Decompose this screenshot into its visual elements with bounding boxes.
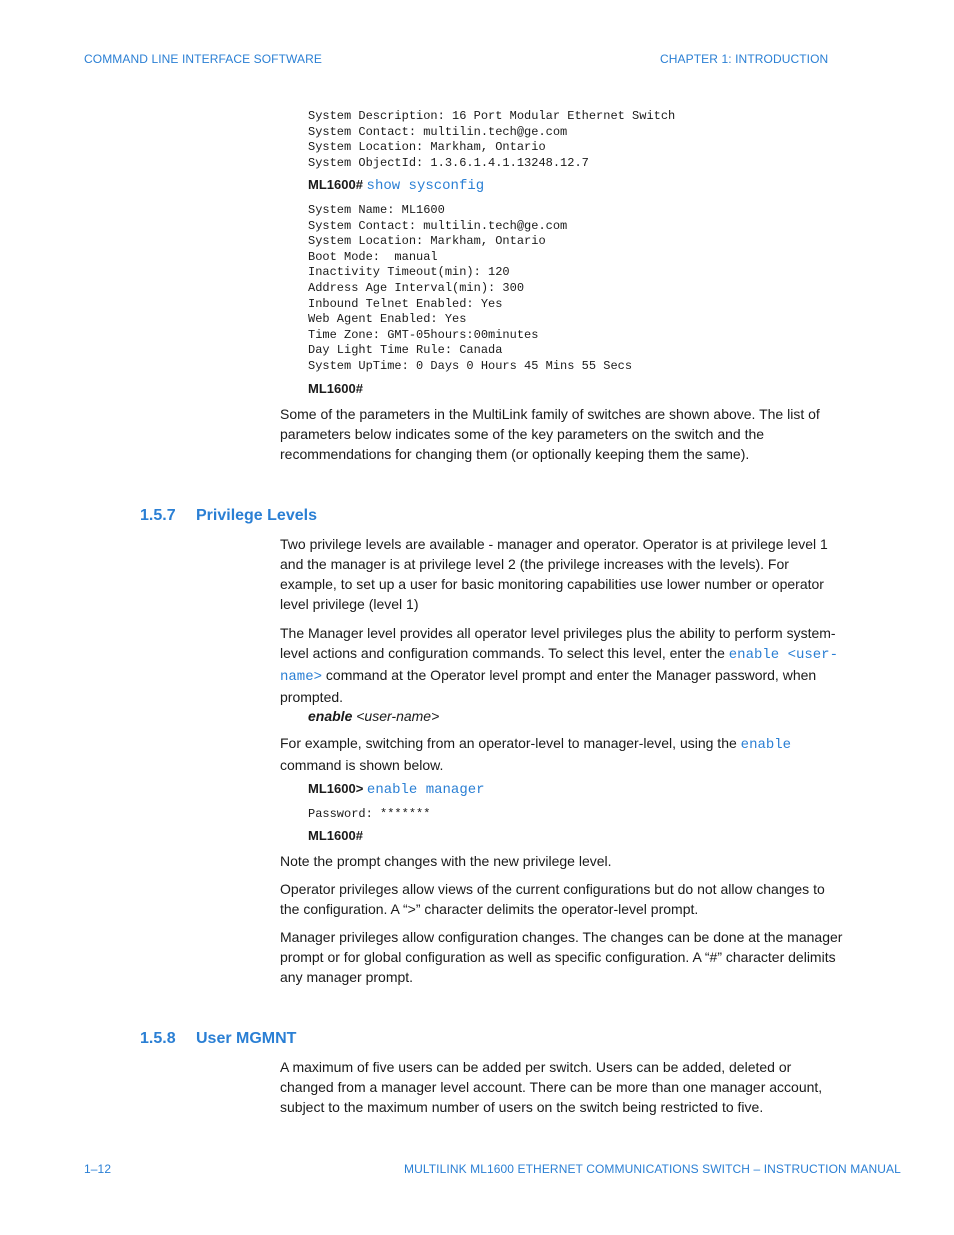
paragraph-prompt-change: Note the prompt changes with the new privilege level. [280, 853, 612, 869]
paragraph-manager-level [280, 623, 845, 707]
code-line: System Location: Markham, Ontario [308, 140, 546, 155]
text-run: The Manager level provides all operator level privileges plus the ability to perform system-level actions and configuration commands. To select this level, enter the [280, 625, 836, 661]
paragraph-parameters-intro: Some of the parameters in the MultiLink family of switches are shown above. The list of parameters below indicates some of the key parameters on the switch and the recommendations for changing them (or optionally keeping them the same). [280, 406, 820, 462]
code-line: Address Age Interval(min): 300 [308, 280, 525, 295]
paragraph-manager-privileges: Manager privileges allow configuration changes. The changes can be done at the manager prompt or for global configuration as well as specific configuration. A “#” character delimits any manager prompt. [280, 929, 843, 985]
code-line: System Contact: multilin.tech@ge.com [308, 218, 568, 233]
inline-code-enable-username: enable <user-name> [280, 647, 838, 685]
text-run: command is shown below. [280, 757, 444, 773]
code-line: System ObjectId: 1.3.6.1.4.1.13248.12.7 [308, 155, 589, 170]
section-title: Privilege Levels [196, 507, 317, 524]
command-text: show sysconfig [366, 178, 485, 194]
syntax-argument: <user-name> [352, 708, 440, 724]
code-line: Inbound Telnet Enabled: Yes [308, 296, 503, 311]
prompt-text: ML1600# [308, 177, 363, 192]
code-line: System Name: ML1600 [308, 203, 445, 217]
section-number: 1.5.8 [140, 1030, 176, 1047]
code-block-system-info [308, 109, 675, 171]
page-number: 1–12 [84, 1162, 112, 1176]
code-line: Boot Mode: manual [308, 249, 438, 264]
paragraph-privilege-levels: Two privilege levels are available - manager and operator. Operator is at privilege level 1 and the manager is at privilege level 2 (the privilege increases with the levels). For example, to set up a user for basic monitoring capabilities use lower number or operator level privilege (level 1) [280, 536, 828, 612]
prompt-text: ML1600> [308, 781, 364, 796]
inline-code-enable: enable [740, 737, 792, 753]
section-heading-privilege-levels [140, 507, 317, 525]
code-line: Time Zone: GMT-05hours:00minutes [308, 327, 539, 342]
code-line: Web Agent Enabled: Yes [308, 312, 467, 327]
command-text: enable manager [366, 782, 485, 798]
code-line: System Contact: multilin.tech@ge.com [308, 124, 568, 139]
cli-prompt: ML1600# [308, 828, 363, 843]
code-block-sysconfig [308, 203, 632, 375]
cli-prompt-enable-manager [308, 781, 485, 798]
section-title: User MGMNT [196, 1030, 297, 1047]
code-line: Inactivity Timeout(min): 120 [308, 265, 510, 280]
paragraph-switch-example [280, 733, 845, 775]
syntax-keyword: enable [308, 708, 353, 724]
running-header-right: CHAPTER 1: INTRODUCTION [660, 52, 829, 66]
code-line: Day Light Time Rule: Canada [308, 343, 503, 358]
section-heading-user-mgmnt [140, 1030, 296, 1048]
code-line: System Description: 16 Port Modular Ethernet Switch [308, 109, 676, 123]
command-syntax [308, 708, 439, 724]
text-run: For example, switching from an operator-level to manager-level, using the [280, 735, 741, 751]
paragraph-operator-privileges: Operator privileges allow views of the current configurations but do not allow changes to the configuration. A “>” character delimits the operator-level prompt. [280, 881, 825, 917]
running-header-left: COMMAND LINE INTERFACE SOFTWARE [84, 52, 323, 66]
cli-prompt-show-sysconfig [308, 177, 484, 194]
section-number: 1.5.7 [140, 507, 176, 524]
code-line: System UpTime: 0 Days 0 Hours 45 Mins 55 Secs [308, 358, 633, 373]
paragraph-user-mgmnt: A maximum of five users can be added per switch. Users can be added, deleted or changed from a manager level account. There can be more than one manager account, subject to the maximum number of users on the switch being restricted to five. [280, 1059, 823, 1115]
running-footer-title: MULTILINK ML1600 ETHERNET COMMUNICATIONS SWITCH – INSTRUCTION MANUAL [404, 1162, 901, 1176]
code-block-password [308, 807, 430, 823]
code-line: System Location: Markham, Ontario [308, 234, 546, 249]
text-run: command at the Operator level prompt and enter the Manager password, when prompted. [280, 667, 817, 705]
code-line: Password: ******* [308, 807, 431, 821]
cli-prompt: ML1600# [308, 381, 363, 396]
